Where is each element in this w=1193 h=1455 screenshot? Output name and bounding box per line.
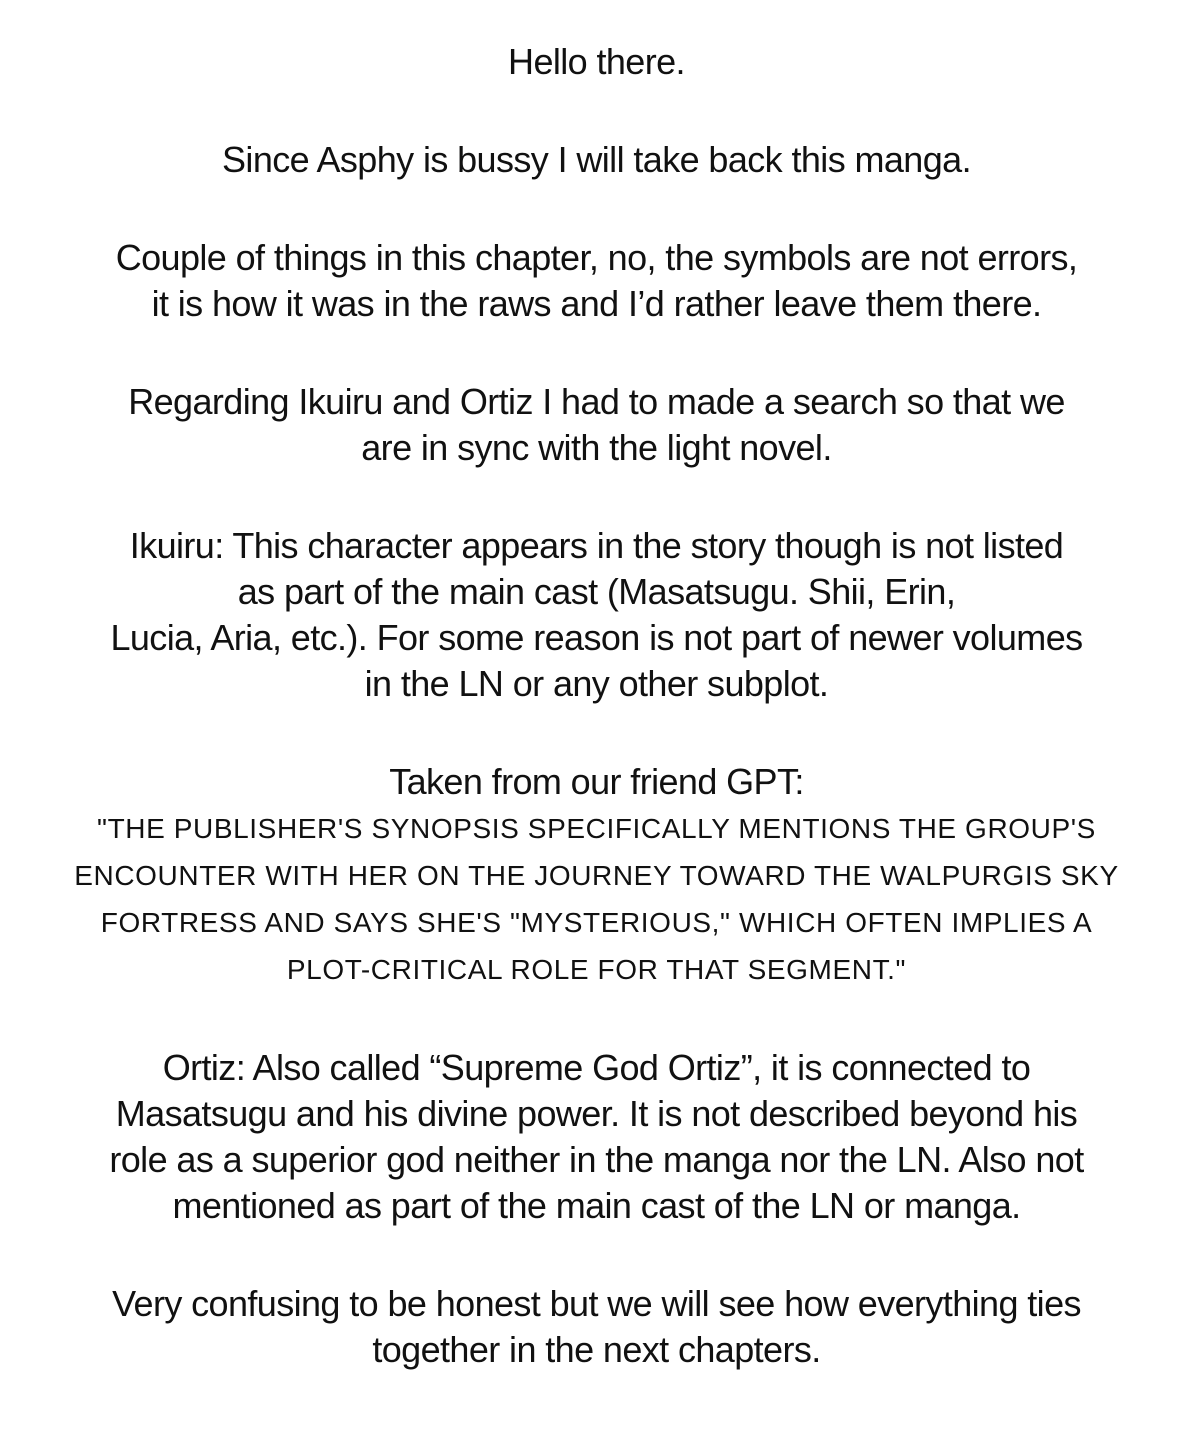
text-line: Masatsugu and his divine power. It is not described beyond his <box>115 1093 1078 1134</box>
text-line: Ortiz: Also called “Supreme God Ortiz”, it is connected to <box>162 1047 1031 1088</box>
paragraph-gpt-quote <box>0 805 1193 993</box>
paragraph-ortiz-note <box>0 1045 1193 1229</box>
text-line: Ikuiru: This character appears in the story though is not listed <box>129 525 1064 566</box>
text-line: in the LN or any other subplot. <box>364 663 829 704</box>
paragraph-ikuiru-note <box>0 523 1193 707</box>
text-line: Lucia, Aria, etc.). For some reason is not part of newer volumes <box>110 617 1083 658</box>
text-line: Hello there. <box>508 41 685 82</box>
text-line: Couple of things in this chapter, no, the symbols are not errors, <box>115 237 1078 278</box>
text-line: mentioned as part of the main cast of the LN or manga. <box>172 1185 1021 1226</box>
text-line: Very confusing to be honest but we will see how everything ties <box>112 1283 1081 1324</box>
text-line: FORTRESS AND SAYS SHE'S "MYSTERIOUS," WHICH OFTEN IMPLIES A <box>100 907 1093 938</box>
paragraph-symbols-note <box>0 235 1193 327</box>
text-line: PLOT-CRITICAL ROLE FOR THAT SEGMENT." <box>286 954 907 985</box>
text-line: Since Asphy is bussy I will take back this manga. <box>222 139 971 180</box>
text-line: are in sync with the light novel. <box>361 427 832 468</box>
text-line: Taken from our friend GPT: <box>389 761 804 802</box>
paragraph-research-note <box>0 379 1193 471</box>
text-line: "THE PUBLISHER'S SYNOPSIS SPECIFICALLY MENTIONS THE GROUP'S <box>97 813 1096 844</box>
paragraph-gpt-heading <box>0 759 1193 805</box>
paragraph-greeting <box>0 39 1193 85</box>
paragraph-takeover-note <box>0 137 1193 183</box>
text-line: as part of the main cast (Masatsugu. Shii, Erin, <box>237 571 956 612</box>
text-line: role as a superior god neither in the manga nor the LN. Also not <box>109 1139 1084 1180</box>
text-line: ENCOUNTER WITH HER ON THE JOURNEY TOWARD THE WALPURGIS SKY <box>74 860 1119 891</box>
text-line: Regarding Ikuiru and Ortiz I had to made a search so that we <box>128 381 1065 422</box>
text-line: it is how it was in the raws and I’d rather leave them there. <box>151 283 1042 324</box>
text-line: together in the next chapters. <box>372 1329 821 1370</box>
paragraph-closing-note <box>0 1281 1193 1373</box>
